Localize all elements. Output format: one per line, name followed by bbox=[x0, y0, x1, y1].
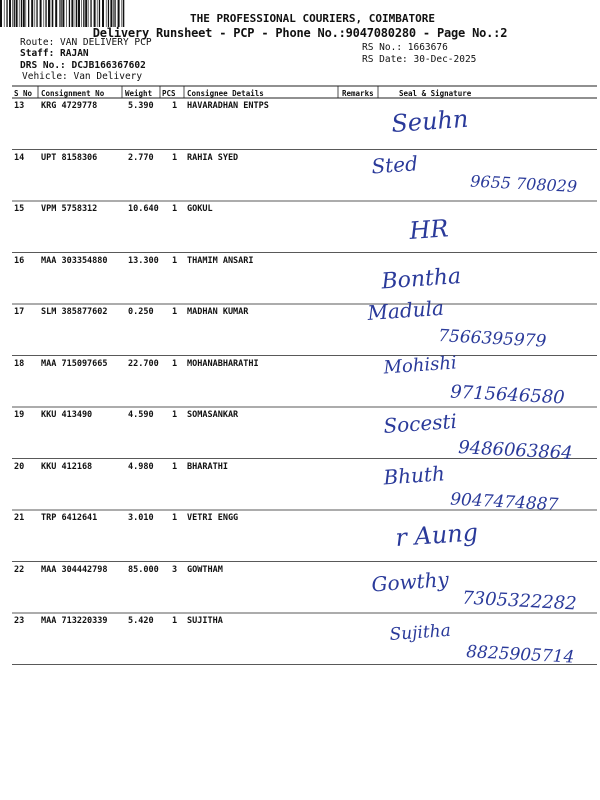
row-pcs: 1 bbox=[172, 101, 178, 111]
phone-handwritten: 8825905714 bbox=[465, 642, 575, 668]
signature-text: Bontha bbox=[380, 263, 462, 295]
row-consignee: MOHANABHARATHI bbox=[187, 358, 259, 369]
signature-text: Gowthy bbox=[370, 567, 450, 597]
row-consignee: BHARATHI bbox=[187, 461, 228, 472]
row-sno: 23 bbox=[14, 616, 25, 626]
row-consignee: RAHIA SYED bbox=[187, 152, 239, 163]
phone-handwritten: 9655 708029 bbox=[469, 171, 578, 197]
col-header-consignment: Consignment No bbox=[41, 89, 105, 98]
vehicle-label: Vehicle: Van Delivery bbox=[22, 71, 143, 82]
row-sno: 20 bbox=[14, 461, 25, 472]
row-weight: 4.590 bbox=[128, 410, 154, 420]
phone-handwritten: 9715646580 bbox=[449, 381, 566, 409]
phone-handwritten: 9486063864 bbox=[457, 437, 574, 464]
row-weight: 3.010 bbox=[128, 513, 154, 523]
row-consignment-no: MAA 715097665 bbox=[41, 358, 108, 369]
row-sno: 17 bbox=[14, 307, 25, 317]
row-weight: 13.300 bbox=[128, 255, 159, 266]
row-pcs: 1 bbox=[172, 307, 178, 317]
row-sno: 21 bbox=[14, 513, 25, 523]
route-label: Route: VAN DELIVERY PCP bbox=[20, 37, 152, 48]
phone-handwritten: 9047474887 bbox=[449, 489, 559, 516]
phone-handwritten: 7305322282 bbox=[461, 587, 578, 615]
row-sno: 19 bbox=[14, 410, 25, 420]
row-consignee: GOKUL bbox=[187, 204, 213, 214]
signature-text: Bhuth bbox=[382, 461, 446, 490]
row-consignment-no: KKU 413490 bbox=[41, 410, 93, 420]
signature-text: Madula bbox=[366, 295, 445, 325]
row-consignee: VETRI ENGG bbox=[187, 513, 239, 523]
col-header-pcs: PCS bbox=[162, 89, 176, 98]
row-sno: 13 bbox=[14, 101, 25, 111]
signature-text: Sujitha bbox=[388, 620, 452, 645]
row-weight: 22.700 bbox=[128, 358, 159, 369]
row-consignment-no: MAA 713220339 bbox=[41, 616, 108, 626]
row-pcs: 1 bbox=[172, 358, 178, 369]
signature-text: Socesti bbox=[382, 408, 458, 438]
row-weight: 5.390 bbox=[128, 101, 154, 111]
row-sno: 15 bbox=[14, 204, 25, 214]
row-consignment-no: UPT 8158306 bbox=[41, 152, 98, 163]
row-sno: 16 bbox=[14, 255, 25, 266]
signature-text: Seuhn bbox=[390, 104, 470, 138]
company-title: THE PROFESSIONAL COURIERS, COIMBATORE bbox=[189, 12, 436, 25]
col-header-consignee: Consignee Details bbox=[187, 89, 264, 98]
row-consignee: MADHAN KUMAR bbox=[187, 307, 249, 317]
row-consignment-no: VPM 5758312 bbox=[41, 204, 98, 214]
row-sno: 22 bbox=[14, 564, 25, 575]
signature-text: Mohishi bbox=[382, 352, 458, 379]
row-weight: 10.640 bbox=[128, 204, 159, 214]
row-sno: 14 bbox=[14, 152, 25, 163]
signature-text: r Aung bbox=[394, 518, 479, 552]
col-header-remarks: Remarks bbox=[342, 89, 374, 98]
row-weight: 0.250 bbox=[128, 307, 154, 317]
runsheet-subtitle: Delivery Runsheet - PCP - Phone No.:9047080280 - Page No.:2 bbox=[92, 26, 508, 40]
row-consignment-no: MAA 304442798 bbox=[41, 564, 108, 575]
row-consignee: GOWTHAM bbox=[187, 564, 223, 575]
staff-label: Staff: RAJAN bbox=[20, 48, 89, 59]
row-consignee: THAMIM ANSARI bbox=[187, 255, 254, 266]
row-consignment-no: KRG 4729778 bbox=[41, 101, 98, 111]
row-sno: 18 bbox=[14, 358, 25, 369]
row-consignee: SOMASANKAR bbox=[187, 410, 239, 420]
row-pcs: 1 bbox=[172, 204, 178, 214]
drs-number: DRS No.: DCJB166367602 bbox=[20, 60, 146, 71]
col-header-seal: Seal & Signature bbox=[399, 89, 472, 98]
row-consignment-no: SLM 385877602 bbox=[41, 307, 108, 317]
col-header-weight: Weight bbox=[125, 89, 153, 98]
row-pcs: 1 bbox=[172, 513, 178, 523]
row-pcs: 1 bbox=[172, 410, 178, 420]
row-consignee: SUJITHA bbox=[187, 616, 223, 626]
signature-text: Sted bbox=[370, 151, 419, 179]
row-pcs: 1 bbox=[172, 461, 178, 472]
phone-handwritten: 7566395979 bbox=[437, 326, 547, 352]
col-header-sno: S No bbox=[14, 89, 33, 98]
row-pcs: 1 bbox=[172, 152, 178, 163]
row-consignment-no: TRP 6412641 bbox=[41, 513, 98, 523]
row-consignment-no: MAA 303354880 bbox=[41, 255, 108, 266]
row-pcs: 1 bbox=[172, 616, 178, 626]
rs-date: RS Date: 30-Dec-2025 bbox=[362, 54, 477, 65]
row-consignee: HAVARADHAN ENTPS bbox=[187, 101, 269, 111]
row-weight: 85.000 bbox=[128, 564, 159, 575]
signature-text: HR bbox=[408, 214, 450, 245]
rs-number: RS No.: 1663676 bbox=[362, 42, 448, 53]
row-pcs: 1 bbox=[172, 255, 178, 266]
row-weight: 2.770 bbox=[128, 152, 154, 163]
row-weight: 5.420 bbox=[128, 616, 154, 626]
row-consignment-no: KKU 412168 bbox=[41, 461, 93, 472]
row-pcs: 3 bbox=[172, 564, 178, 575]
row-weight: 4.980 bbox=[128, 461, 154, 472]
